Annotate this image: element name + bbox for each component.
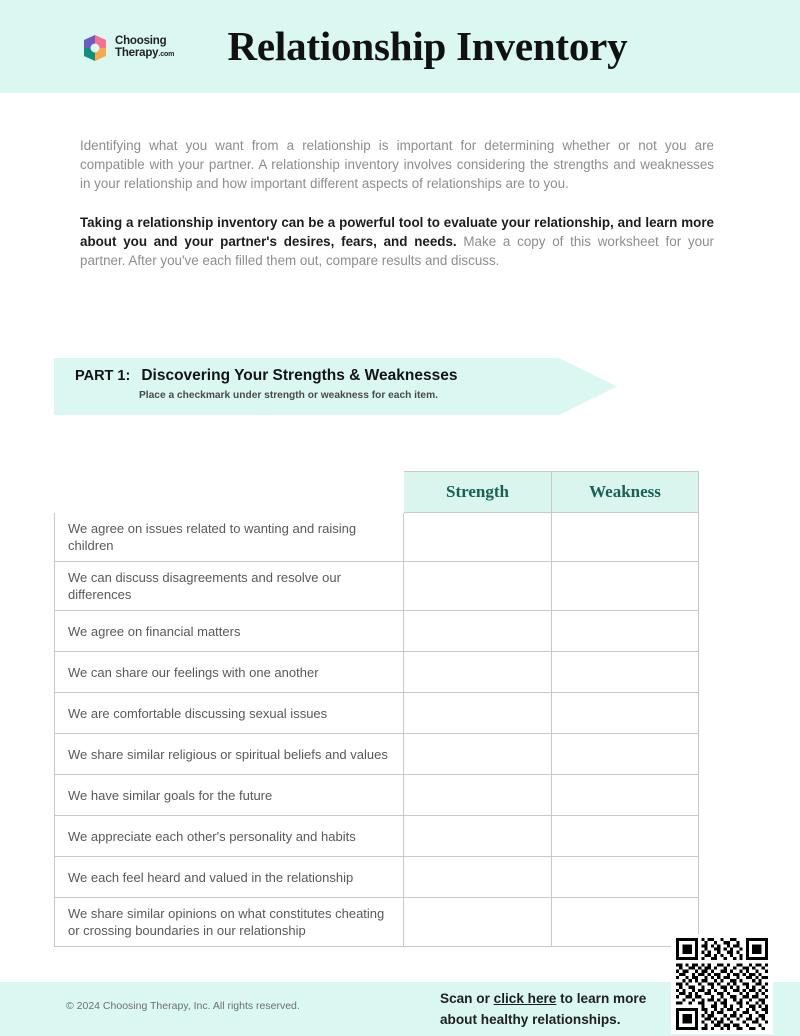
inventory-table <box>54 471 699 947</box>
weakness-checkbox-cell[interactable] <box>552 652 699 693</box>
qr-code[interactable] <box>671 934 773 1034</box>
strength-checkbox-cell[interactable] <box>404 816 552 857</box>
logo-line-two: Therapy.com <box>115 47 175 59</box>
table-row <box>55 734 699 775</box>
strength-checkbox-cell[interactable] <box>404 562 552 611</box>
weakness-checkbox-cell[interactable] <box>552 513 699 562</box>
weakness-checkbox-cell[interactable] <box>552 562 699 611</box>
table-row <box>55 775 699 816</box>
table-row <box>55 816 699 857</box>
intro-paragraph-2-rest: Make a copy of this worksheet for your partner. After you've each filled them out, compare results and discuss. <box>80 234 715 268</box>
scan-prefix: Scan or <box>440 991 494 1006</box>
column-header-weakness: Weakness <box>552 472 699 513</box>
strength-checkbox-cell[interactable] <box>404 652 552 693</box>
item-text: We have similar goals for the future <box>55 775 404 816</box>
strength-checkbox-cell[interactable] <box>404 857 552 898</box>
strength-checkbox-cell[interactable] <box>404 898 552 947</box>
item-text: We can share our feelings with one another <box>55 652 404 693</box>
strength-checkbox-cell[interactable] <box>404 513 552 562</box>
weakness-checkbox-cell[interactable] <box>552 734 699 775</box>
intro-section <box>80 136 714 270</box>
part-subtitle: Place a checkmark under strength or weakness for each item. <box>139 390 438 401</box>
table-row <box>55 513 699 562</box>
weakness-checkbox-cell[interactable] <box>552 816 699 857</box>
item-text: We are comfortable discussing sexual issues <box>55 693 404 734</box>
item-text: We share similar opinions on what constitutes cheating or crossing boundaries in our relationship <box>55 898 404 947</box>
item-text: We share similar religious or spiritual beliefs and values <box>55 734 404 775</box>
table-row <box>55 611 699 652</box>
click-here-link[interactable]: click here <box>493 991 557 1006</box>
logo-domain-suffix: .com <box>158 51 175 58</box>
column-header-strength: Strength <box>404 472 552 513</box>
weakness-checkbox-cell[interactable] <box>552 693 699 734</box>
item-text: We appreciate each other's personality and habits <box>55 816 404 857</box>
part-number-label: PART 1: <box>75 368 131 384</box>
item-text: We can discuss disagreements and resolve our differences <box>55 562 404 611</box>
scan-suffix: to learn more about healthy relationships. <box>440 991 647 1027</box>
part-1-heading <box>75 367 457 385</box>
intro-paragraph-1: Identifying what you want from a relationship is important for determining whether or not you are compatible with your partner. A relationship inventory involves considering the strengths and weaknesses in your relationship and how important different aspects of relationships are to you. <box>80 138 714 191</box>
strength-checkbox-cell[interactable] <box>404 693 552 734</box>
weakness-checkbox-cell[interactable] <box>552 775 699 816</box>
copyright-text: © 2024 Choosing Therapy, Inc. All rights reserved. <box>66 1000 300 1012</box>
weakness-checkbox-cell[interactable] <box>552 611 699 652</box>
table-header-row <box>55 472 699 513</box>
column-header-item <box>55 472 404 513</box>
table-row <box>55 693 699 734</box>
strength-checkbox-cell[interactable] <box>404 734 552 775</box>
logo-line-one: Choosing <box>115 35 167 48</box>
table-header <box>55 472 699 513</box>
table-row <box>55 652 699 693</box>
table-row <box>55 562 699 611</box>
part-title-label: Discovering Your Strengths & Weaknesses <box>141 367 458 384</box>
qr-code-icon <box>676 938 768 1030</box>
intro-paragraph-2-bold: Taking a relationship inventory can be a powerful tool to evaluate your relationship, and learn more about you and your partner's desires, fears, and needs. <box>80 215 714 249</box>
intro-paragraph-2 <box>80 213 714 270</box>
page-title: Relationship Inventory <box>227 23 628 69</box>
scan-instruction <box>440 988 670 1030</box>
item-text: We agree on financial matters <box>55 611 404 652</box>
table-row <box>55 857 699 898</box>
table-row <box>55 898 699 947</box>
strength-checkbox-cell[interactable] <box>404 775 552 816</box>
weakness-checkbox-cell[interactable] <box>552 857 699 898</box>
strength-checkbox-cell[interactable] <box>404 611 552 652</box>
table-body <box>55 513 699 947</box>
item-text: We agree on issues related to wanting and raising children <box>55 513 404 562</box>
item-text: We each feel heard and valued in the relationship <box>55 857 404 898</box>
